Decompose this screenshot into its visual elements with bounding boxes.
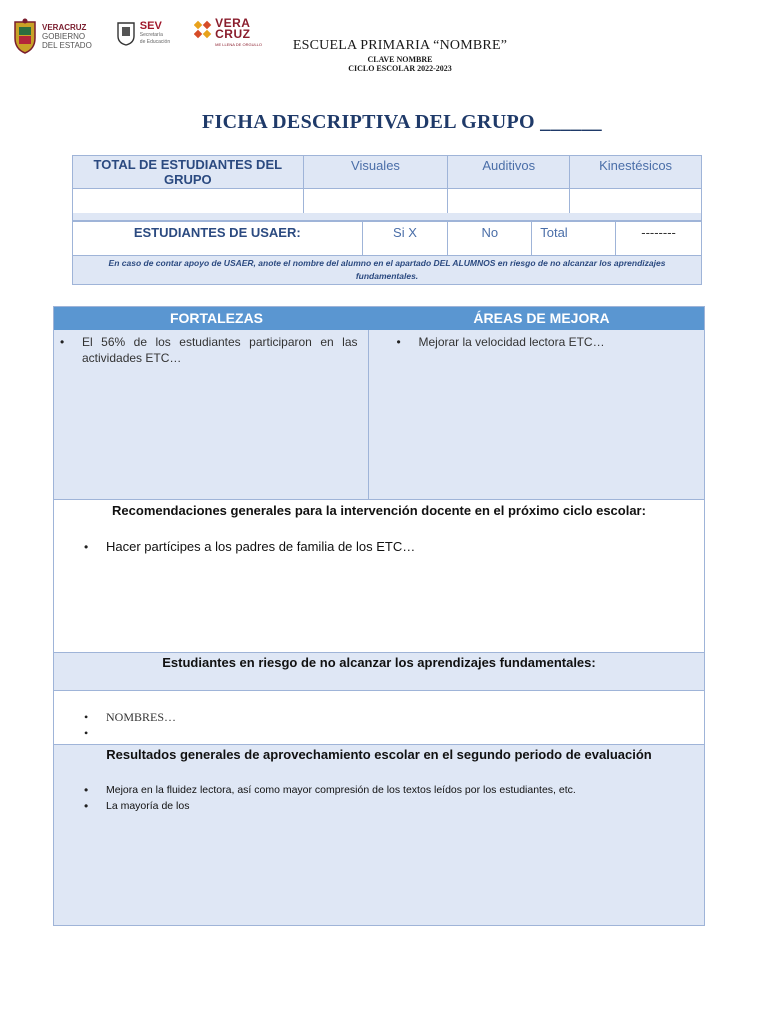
usaer-note: En caso de contar apoyo de USAER, anote el nombre del alumno en el apartado DEL ALUMNOS en riesgo de no alcanzar los aprendizajes fundamentales. — [73, 256, 702, 285]
school-name: ESCUELA PRIMARIA “NOMBRE” — [292, 38, 508, 53]
descriptive-main-table — [53, 306, 705, 926]
riesgo-header — [54, 652, 704, 690]
riesgo-title: Estudiantes en riesgo de no alcanzar los aprendizajes fundamentales: — [162, 655, 596, 670]
logo-line: VERACRUZ — [42, 22, 87, 32]
logo-line: ME LLENA DE ORGULLO — [215, 42, 263, 47]
usaer-total-label: Total — [532, 222, 616, 256]
school-cycle: CICLO ESCOLAR 2022-2023 — [348, 64, 452, 73]
area-mejora-item: • Mejorar la velocidad lectora ETC… — [419, 334, 695, 350]
fortaleza-item: • El 56% de los estudiantes participaron en las actividades ETC… — [82, 334, 358, 366]
kinestesicos-header: Kinestésicos — [570, 156, 702, 189]
auditivos-cell[interactable] — [448, 189, 570, 214]
riesgo-section[interactable] — [54, 690, 704, 744]
logo-line: VERA — [215, 16, 251, 30]
recomendaciones-section[interactable] — [54, 499, 704, 652]
resultados-title: Resultados generales de aprovechamiento escolar en el segundo periodo de evaluación — [106, 747, 652, 762]
main-table-header — [54, 307, 704, 330]
recomendacion-item: • Hacer partícipes a los padres de familia de los ETC… — [106, 539, 704, 555]
visuales-header: Visuales — [303, 156, 448, 189]
sev-badge-icon — [116, 20, 136, 46]
recomendaciones-title: Recomendaciones generales para la intervención docente en el próximo ciclo escolar: — [112, 503, 646, 518]
areas-mejora-cell[interactable] — [368, 330, 705, 499]
header-logos — [12, 18, 262, 58]
logo-line: Secretaría — [139, 32, 163, 38]
logo-line: GOBIERNO — [42, 31, 86, 41]
logo-line: DEL ESTADO — [42, 40, 92, 50]
resultado-item: • La mayoría de los — [106, 798, 704, 814]
document-title: FICHA DESCRIPTIVA DEL GRUPO ______ — [202, 111, 602, 133]
students-summary-table — [72, 155, 702, 214]
logo-line: SEV — [139, 20, 162, 32]
sev-logo — [116, 20, 170, 46]
total-students-label: TOTAL DE ESTUDIANTES DEL GRUPO — [73, 156, 304, 189]
usaer-si[interactable]: Si X — [362, 222, 448, 256]
usaer-table — [72, 221, 702, 285]
school-clave: CLAVE NOMBRE — [367, 55, 433, 64]
veracruz-shield-icon — [12, 18, 38, 54]
areas-mejora-header: ÁREAS DE MEJORA — [473, 310, 610, 326]
veracruz-government-logo — [12, 18, 92, 54]
auditivos-header: Auditivos — [448, 156, 570, 189]
resultado-item: • Mejora en la fluidez lectora, así como mayor compresión de los textos leídos por los estudiantes, etc. — [106, 782, 704, 798]
usaer-no[interactable]: No — [448, 222, 532, 256]
kinestesicos-cell[interactable] — [570, 189, 702, 214]
school-header — [250, 38, 550, 73]
usaer-label: ESTUDIANTES DE USAER: — [73, 222, 363, 256]
visuales-cell[interactable] — [303, 189, 448, 214]
total-students-cell[interactable] — [73, 189, 304, 214]
fortalezas-cell[interactable] — [54, 330, 368, 499]
resultados-section[interactable] — [54, 744, 704, 925]
usaer-total-value[interactable]: -------- — [616, 222, 702, 256]
riesgo-item: • NOMBRES… — [106, 709, 704, 725]
logo-line: CRUZ — [215, 27, 251, 41]
fortalezas-header: FORTALEZAS — [169, 310, 264, 326]
fortalezas-areas-row — [54, 330, 704, 499]
logo-line: de Educación — [139, 39, 171, 45]
veracruz-pattern-icon — [194, 20, 212, 40]
table-spacer — [72, 213, 702, 221]
